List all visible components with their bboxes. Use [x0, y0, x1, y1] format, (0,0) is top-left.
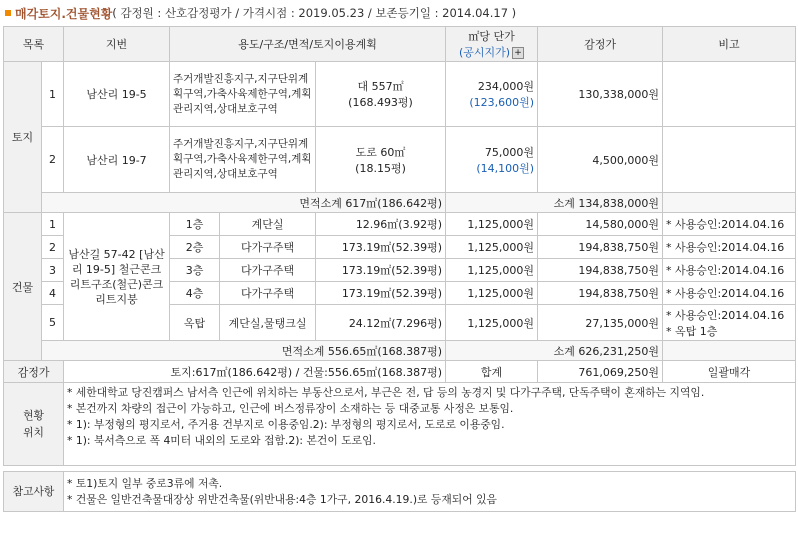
appraisal: 194,838,750원 [538, 236, 663, 259]
area: 173.19㎡(52.39평) [316, 259, 446, 282]
unit-price: 1,125,000원 [446, 259, 538, 282]
lot: 남산리 19-7 [64, 127, 170, 193]
row-no: 5 [42, 305, 64, 341]
notes-label: 참고사항 [4, 472, 64, 512]
total-label: 감정가 [4, 361, 64, 383]
remarks: * 사용승인:2014.04.16 [663, 282, 796, 305]
zoning: 주거개발진흥지구,지구단위계획구역,가축사육제한구역,계획관리지역,상대보호구역 [170, 127, 316, 193]
notes-table [3, 471, 796, 512]
use: 다가구주택 [220, 259, 316, 282]
location-line: * 1): 부정형의 평지로서, 주거용 건부지로 이용중임.2): 부정형의 평지로서, 도로로 이용중임. [67, 418, 505, 431]
zoning: 주거개발진흥지구,지구단위계획구역,가축사육제한구역,계획관리지역,상대보호구역 [170, 62, 316, 127]
unit-price: 1,125,000원 [446, 236, 538, 259]
remarks: * 사용승인:2014.04.16 [663, 259, 796, 282]
total-areas: 토지:617㎡(186.642평) / 건물:556.65㎡(168.387평) [64, 361, 446, 383]
unit-price: 234,000원 (123,600원) [446, 62, 538, 127]
area: 24.12㎡(7.296평) [316, 305, 446, 341]
lot: 남산리 19-5 [64, 62, 170, 127]
land-subtotal-price: 소계 134,838,000원 [446, 193, 663, 213]
building-address: 남산길 57-42 [남산리 19-5] 철근콘크리트구조(철근)콘크리트지붕 [64, 213, 170, 341]
col-usage: 용도/구조/면적/토지이용계획 [170, 27, 446, 62]
appraisal-meta: ( 감정원 : 산호감정평가 / 가격시점 : 2019.05.23 / 보존등기일 : 2014.04.17 ) [112, 6, 517, 20]
appraisal: 14,580,000원 [538, 213, 663, 236]
area: 대 557㎡ (168.493평) [316, 62, 446, 127]
building-subtotal-row [4, 341, 796, 361]
floor: 3층 [170, 259, 220, 282]
table-row [4, 213, 796, 236]
table-row [4, 127, 796, 193]
location-label: 현황 위치 [4, 383, 64, 466]
unit-price: 1,125,000원 [446, 282, 538, 305]
location-line: * 세한대학교 당진캠퍼스 남서측 인근에 위치하는 부동산으로서, 부근은 전, 답 등의 농경지 및 다가구주택, 단독주택이 혼재하는 지역임. [67, 386, 705, 399]
bullet-icon [5, 10, 11, 16]
table-row [4, 62, 796, 127]
total-sum: 761,069,250원 [538, 361, 663, 383]
floor: 2층 [170, 236, 220, 259]
area: 12.96㎡(3.92평) [316, 213, 446, 236]
notes-row [4, 472, 796, 512]
building-subtotal-area: 면적소계 556.65㎡(168.387평) [42, 341, 446, 361]
unit-price-label: ㎡당 단가 [468, 30, 515, 43]
building-label: 건물 [4, 213, 42, 361]
row-no: 3 [42, 259, 64, 282]
floor: 1층 [170, 213, 220, 236]
remarks: * 사용승인:2014.04.16 [663, 236, 796, 259]
use: 다가구주택 [220, 236, 316, 259]
land-subtotal-area: 면적소계 617㎡(186.642평) [42, 193, 446, 213]
unit-price: 75,000원 (14,100원) [446, 127, 538, 193]
use: 다가구주택 [220, 282, 316, 305]
col-appraisal: 감정가 [538, 27, 663, 62]
unit-price: 1,125,000원 [446, 305, 538, 341]
remarks [663, 127, 796, 193]
location-line: * 본건까지 차량의 접근이 가능하고, 인근에 버스정류장이 소재하는 등 대중교통 사정은 보통임. [67, 402, 514, 415]
table-header-row [4, 27, 796, 62]
area: 173.19㎡(52.39평) [316, 282, 446, 305]
building-subtotal-price: 소계 626,231,250원 [446, 341, 663, 361]
appraisal: 130,338,000원 [538, 62, 663, 127]
land-subtotal-row [4, 193, 796, 213]
notes-line: * 토1)토지 일부 중로3류에 저촉. [67, 476, 223, 490]
col-remarks: 비고 [663, 27, 796, 62]
section-title: 매각토지.건물현황 [15, 6, 113, 21]
col-category: 목록 [4, 27, 64, 62]
section-header [3, 0, 795, 26]
use: 계단실 [220, 213, 316, 236]
remarks: * 사용승인:2014.04.16 [663, 213, 796, 236]
col-lot: 지번 [64, 27, 170, 62]
area: 도로 60㎡ (18.15평) [316, 127, 446, 193]
location-row [4, 383, 796, 466]
floor: 4층 [170, 282, 220, 305]
page [3, 0, 795, 512]
row-no: 2 [42, 236, 64, 259]
location-text [64, 383, 796, 466]
remarks: * 사용승인:2014.04.16 * 옥탑 1층 [663, 305, 796, 341]
sale-status-table [3, 26, 796, 466]
appraisal: 194,838,750원 [538, 282, 663, 305]
use: 계단실,물탱크실 [220, 305, 316, 341]
floor: 옥탑 [170, 305, 220, 341]
total-row [4, 361, 796, 383]
row-no: 2 [42, 127, 64, 193]
col-unit-price [446, 27, 538, 62]
appraisal: 27,135,000원 [538, 305, 663, 341]
total-remark: 일괄매각 [663, 361, 796, 383]
area: 173.19㎡(52.39평) [316, 236, 446, 259]
notes-text [64, 472, 796, 512]
land-label: 토지 [4, 62, 42, 213]
location-line: * 1): 북서측으로 폭 4미터 내외의 도로와 접함.2): 본건이 도로임. [67, 434, 376, 447]
row-no: 1 [42, 213, 64, 236]
unit-price: 1,125,000원 [446, 213, 538, 236]
plus-icon[interactable]: + [512, 47, 524, 59]
total-sum-label: 합계 [446, 361, 538, 383]
row-no: 4 [42, 282, 64, 305]
row-no: 1 [42, 62, 64, 127]
appraisal: 194,838,750원 [538, 259, 663, 282]
appraisal: 4,500,000원 [538, 127, 663, 193]
remarks [663, 62, 796, 127]
public-price-label: (공시지가) [458, 46, 511, 59]
notes-line: * 건물은 일반건축물대장상 위반건축물(위반내용:4층 1가구, 2016.4.19.)로 등재되어 있음 [67, 492, 497, 506]
